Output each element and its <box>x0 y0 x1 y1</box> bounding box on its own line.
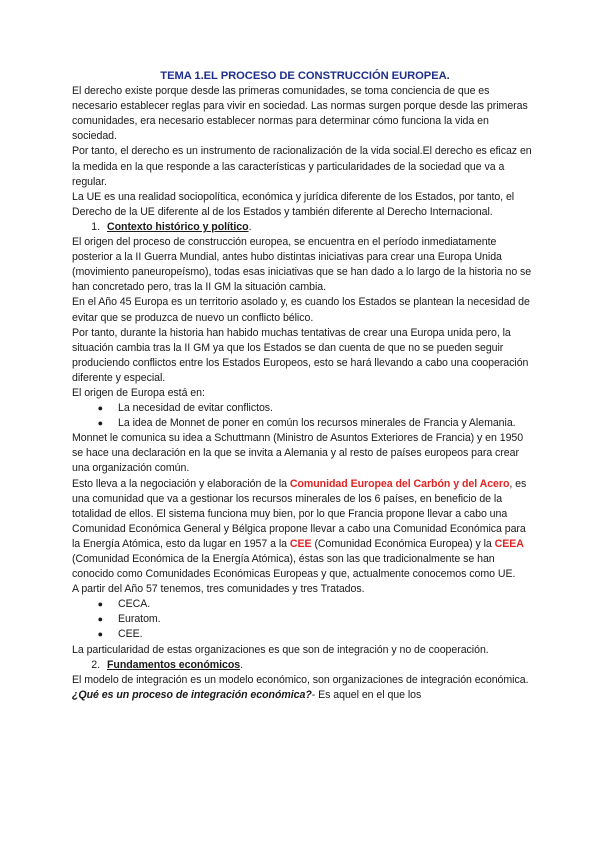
term-cee: CEE <box>289 537 312 550</box>
section-1-tail: . <box>248 220 252 233</box>
paragraph-3: La UE es una realidad sociopolítica, económica y jurídica diferente de los Estados, por tanto, el Derecho de la UE diferente al de los Estados y también diferente al Derecho Internacional. <box>72 190 515 218</box>
bullet-icon: ● <box>97 418 103 429</box>
p12-text-a: El modelo de integración es un modelo económico, son organizaciones de integración económica. <box>72 673 529 686</box>
list-item-text: La necesidad de evitar conflictos. <box>118 402 273 415</box>
bullet-icon: ● <box>97 599 103 610</box>
section-2-tail: . <box>240 658 244 671</box>
term-ceca: Comunidad Europea del Carbón y del Acero <box>289 477 510 490</box>
section-2-title: Fundamentos económicos <box>107 658 241 671</box>
list-item <box>72 416 534 431</box>
paragraph-12 <box>72 673 534 703</box>
list-item <box>72 597 534 612</box>
origin-list <box>72 401 534 431</box>
bullet-icon: ● <box>97 403 103 414</box>
paragraph-8: Monnet le comunica su idea a Schuttmann (Ministro de Asuntos Exteriores de Francia) y en 1950 se hace una declaración en la que se invita a Alemania y al resto de países europeos para crear una organización común. <box>72 432 524 475</box>
section-1-title: Contexto histórico y político <box>107 220 249 233</box>
paragraph-5: En el Año 45 Europa es un territorio asolado y, es cuando los Estados se plantean la necesidad de evitar que se produzca de nuevo un conflicto bélico. <box>72 296 530 324</box>
paragraph-2: Por tanto, el derecho es un instrumento de racionalización de la vida social.El derecho es eficaz en la medida en la que responde a las características y particularidades de la sociedad que va a regular. <box>72 145 532 188</box>
paragraph-9 <box>72 477 534 583</box>
section-1-number: 1. <box>91 220 100 233</box>
section-2-heading <box>72 658 534 673</box>
bullet-icon: ● <box>97 614 103 625</box>
paragraph-11: La particularidad de estas organizaciones es que son de integración y no de cooperación. <box>72 643 489 656</box>
section-1-heading <box>72 220 534 235</box>
term-ceea: CEEA <box>494 537 524 550</box>
p9-text-c: (Comunidad Económica Europea) y la <box>311 537 495 550</box>
list-item <box>72 612 534 627</box>
p9-text-b: , es una comunidad que va a gestionar los recursos minerales de los 6 países, en beneficio de la totalidad de ellos. El sistema funciona muy bien, por lo que Francia propone llevar a cabo una Comunidad Económica General y Bélgica propone llevar a cabo una Comunidad Económica para la Energía Atómica, esto da lugar en 1957 a la <box>72 477 527 550</box>
paragraph-4: El origen del proceso de construcción europea, se encuentra en el período inmediatamente posterior a la II Guerra Mundial, antes hubo distintas iniciativas para crear una Europa Unida (movimiento paneuropeísmo), todas esas iniciativas que se han dado a lo largo de la historia no se han concretado pero, tras la II GM la situación cambia. <box>72 236 532 294</box>
treaty-list <box>72 597 534 642</box>
list-item-text: CEE. <box>118 628 143 641</box>
list-item <box>72 627 534 642</box>
list-item-text: CECA. <box>118 598 151 611</box>
p12-text-b: - Es aquel en el que los <box>311 688 422 701</box>
p9-text-a: Esto lleva a la negociación y elaboración de la <box>72 477 290 490</box>
p9-text-d: (Comunidad Económica de la Energía Atómica), éstas son las que tradicionalmente se han conocido como Comunidades Económicas Europeas y que, actualmente conocemos como UE. <box>72 553 516 581</box>
question-text: ¿Qué es un proceso de integración económica? <box>72 688 312 701</box>
bullet-icon: ● <box>97 629 103 640</box>
paragraph-7: El origen de Europa está en: <box>72 386 205 399</box>
section-2-number: 2. <box>91 658 100 671</box>
document-body <box>72 69 534 703</box>
paragraph-1: El derecho existe porque desde las primeras comunidades, se toma conciencia de que es necesario establecer reglas para vivir en sociedad. Las normas surgen porque desde las primeras comunidades, era necesario establecer normas para determinar cómo funciona la vida en sociedad. <box>72 85 528 143</box>
list-item-text: La idea de Monnet de poner en común los recursos minerales de Francia y Alemania. <box>118 417 516 430</box>
paragraph-6: Por tanto, durante la historia han habido muchas tentativas de crear una Europa unida pero, la situación cambia tras la II GM ya que los Estados se dan cuenta de que no se pueden seguir produciendo conflictos entre los Estados Europeos, esto se hará llevando a cabo una cooperación diferente y especial. <box>72 326 529 384</box>
list-item <box>72 401 534 416</box>
document-title: TEMA 1.EL PROCESO DE CONSTRUCCIÓN EUROPEA. <box>160 70 450 82</box>
paragraph-10: A partir del Año 57 tenemos, tres comunidades y tres Tratados. <box>72 583 365 596</box>
list-item-text: Euratom. <box>118 613 161 626</box>
